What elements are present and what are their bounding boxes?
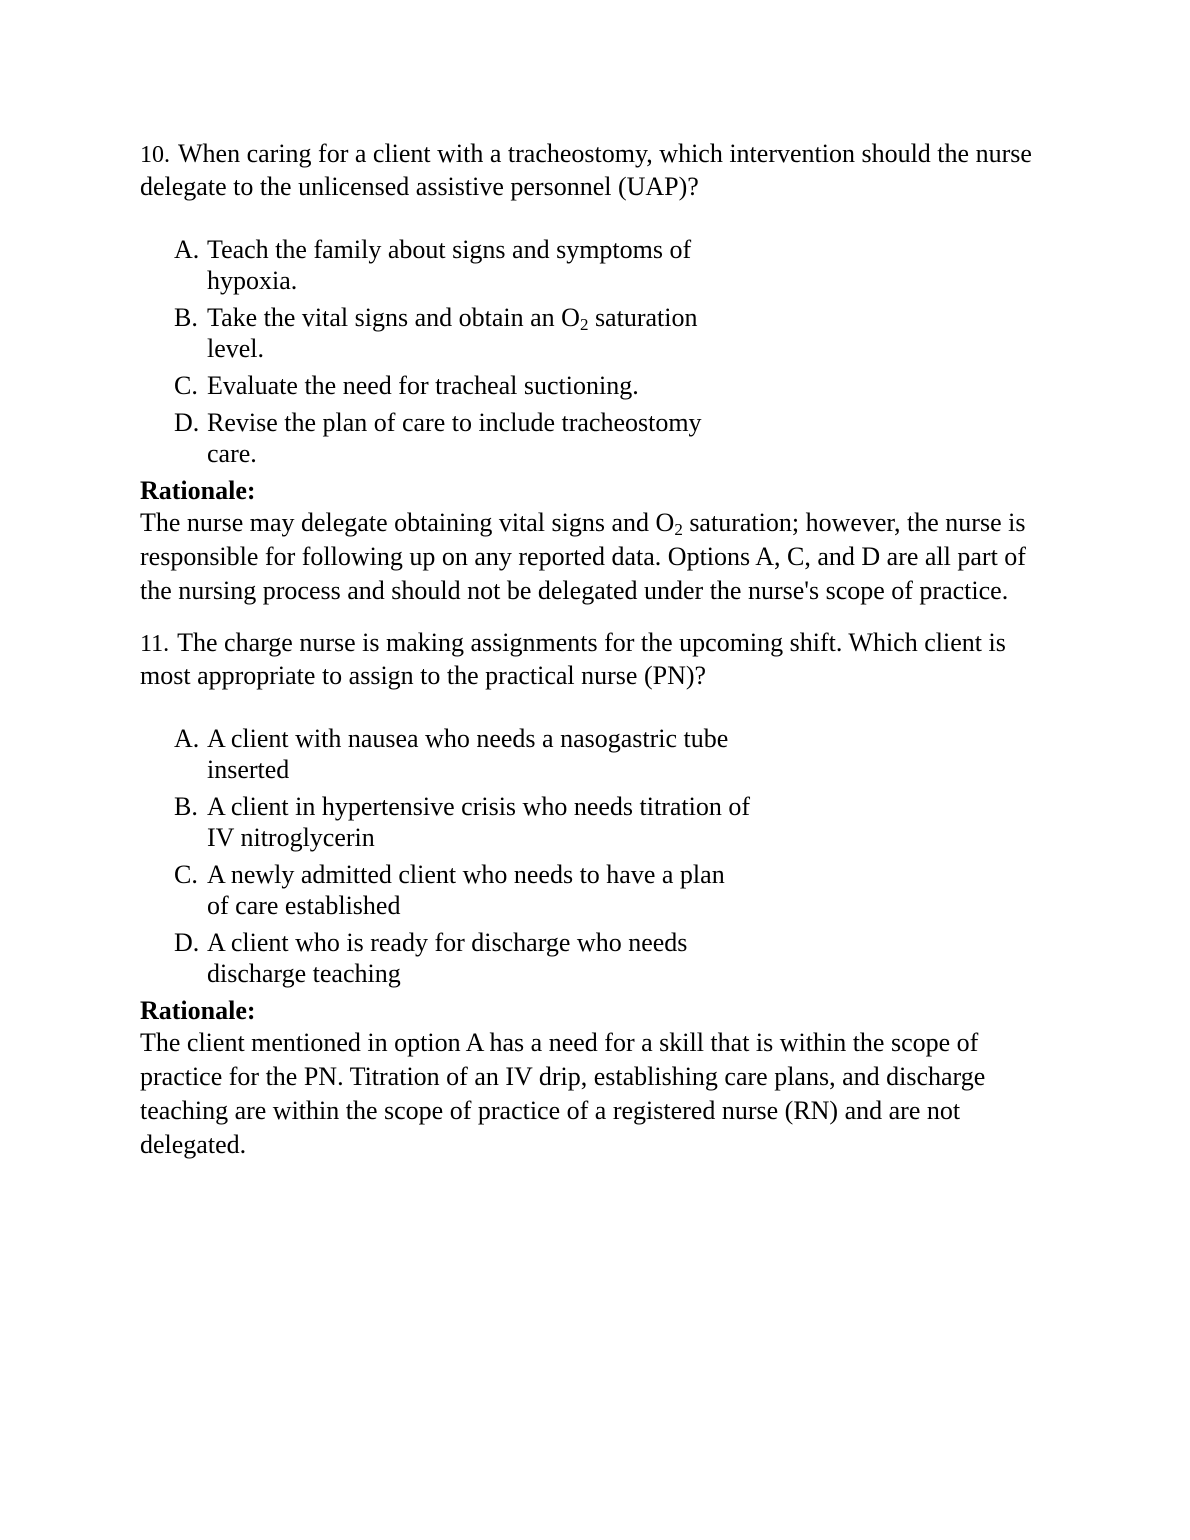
rationale-text: The client mentioned in option A has a need for a skill that is within the scope of practice for the PN. Titration of an IV drip, establishing care plans, and discharge teaching are within the scope of practice of a registered nurse (RN) and are not delegated. — [140, 1028, 986, 1159]
document-page — [140, 138, 1060, 1162]
option-letter: C. — [174, 860, 198, 889]
option-letter: C. — [174, 371, 198, 400]
question-number: 11. — [140, 631, 170, 657]
rationale-text — [140, 506, 1060, 608]
option-text-post: saturation level. — [207, 303, 698, 363]
question-10 — [140, 138, 1060, 608]
answer-option-c — [140, 859, 752, 921]
rationale-heading: Rationale: — [140, 996, 256, 1025]
option-letter: B. — [174, 792, 198, 821]
option-text-subscript: 2 — [579, 315, 589, 334]
option-letter: A. — [174, 235, 200, 264]
answer-option-a — [140, 723, 752, 785]
option-text: Teach the family about signs and symptoms of hypoxia. — [207, 235, 692, 295]
option-text-pre: Take the vital signs and obtain an O — [207, 303, 580, 332]
question-stem — [140, 627, 1060, 691]
option-text: A client in hypertensive crisis who needs titration of IV nitroglycerin — [207, 792, 750, 852]
answer-option-b — [140, 302, 752, 364]
question-text: The charge nurse is making assignments for the upcoming shift. Which client is most appropriate to assign to the practical nurse (PN)? — [140, 628, 1006, 690]
option-text: Revise the plan of care to include tracheostomy care. — [207, 408, 702, 468]
answer-options — [140, 234, 1060, 469]
option-text: A newly admitted client who needs to have a plan of care established — [207, 860, 725, 920]
question-text: When caring for a client with a tracheostomy, which intervention should the nurse delegate to the unlicensed assistive personnel (UAP)? — [140, 139, 1032, 201]
answer-option-b — [140, 791, 752, 853]
question-stem — [140, 138, 1060, 202]
rationale-heading: Rationale: — [140, 476, 256, 505]
answer-option-c — [140, 370, 752, 401]
rationale-text-pre: The nurse may delegate obtaining vital signs and O — [140, 508, 675, 537]
option-text: A client who is ready for discharge who needs discharge teaching — [207, 928, 688, 988]
answer-option-d — [140, 927, 752, 989]
option-letter: A. — [174, 724, 200, 753]
option-letter: D. — [174, 408, 200, 437]
option-letter: D. — [174, 928, 200, 957]
answer-option-a — [140, 234, 752, 296]
answer-options — [140, 723, 1060, 989]
rationale-text-post: saturation; however, the nurse is responsible for following up on any reported data. Options A, C, and D are all part of the nursing process and should not be delegated under the nurse's scope of practice. — [140, 508, 1026, 605]
rationale-text-subscript: 2 — [674, 520, 683, 539]
answer-option-d — [140, 407, 752, 469]
question-number: 10. — [140, 142, 170, 168]
option-text: Evaluate the need for tracheal suctioning. — [207, 371, 639, 400]
option-letter: B. — [174, 303, 198, 332]
option-text: A client with nausea who needs a nasogastric tube inserted — [207, 724, 729, 784]
question-11 — [140, 627, 1060, 1162]
